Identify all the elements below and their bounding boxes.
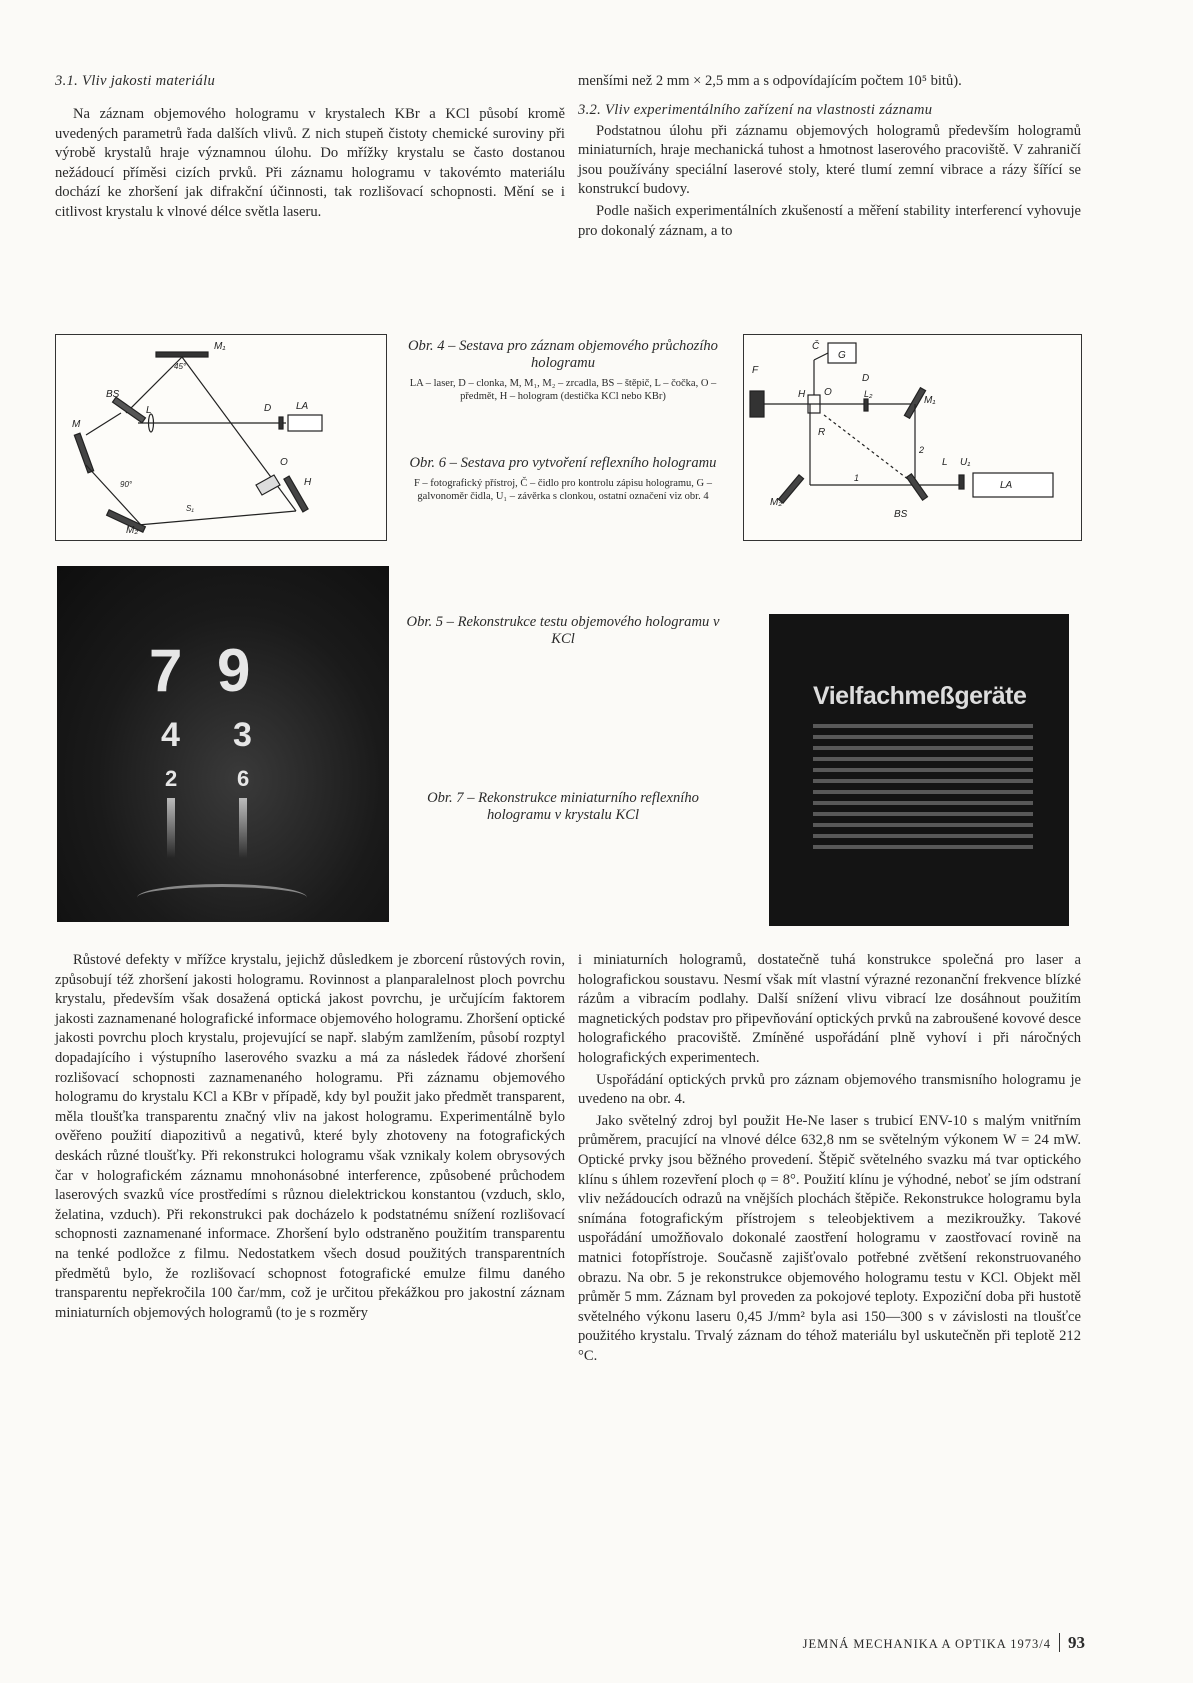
photo5-digit-6: 6 bbox=[237, 766, 250, 791]
photo5-digit-1: 7 bbox=[149, 637, 183, 704]
section-3-1-paragraph: Na záznam objemového hologramu v krystalech KBr a KCl působí kromě uvedených parametrů řada dalších vlivů. Z nich stupeň čistoty chemické suroviny při výrobě krystalů hraje významnou úlohu. Do mřížky krystalu se často dostanou nežádoucí příměsi cizích prvků. Při záznamu hologramu v takovémto materiálu dochází ke zhoršení jak difrakční účinnosti, tak rozlišovací schopnosti. Mění se i citlivost krystalu k vlnové délce světla laseru. bbox=[55, 106, 565, 220]
fig4-label-O: O bbox=[280, 457, 288, 468]
fig4-label-LA: LA bbox=[296, 401, 309, 412]
figure-6-diagram bbox=[743, 334, 1082, 541]
fig4-label-D: D bbox=[264, 403, 272, 414]
fig4-label-M: M bbox=[72, 419, 81, 430]
section-3-2-paragraph-1: Podstatnou úlohu při záznamu objemových hologramů především hologramů miniaturních, hraje mechanická tuhost a hmotnost laserového pracoviště. V zahraničí jsou používány speciální laserové stoly, které tlumí zemní vibrace a rázy šířící se konstrukcí budovy. bbox=[578, 122, 1081, 198]
figure-6-caption bbox=[398, 455, 728, 503]
figure-4-caption-legend: LA – laser, D – clonka, M, M₁, M₂ – zrcadla, BS – štěpič, L – čočka, O – předmět, H – hologram (destička KCl nebo KBr) bbox=[409, 378, 717, 402]
section-3-1 bbox=[55, 72, 565, 223]
bottom-right-paragraph-3: Jako světelný zdroj byl použit He-Ne laser s trubicí ENV-10 s malým vnitřním průměrem, pracující na vlnové délce 632,8 nm se světelným výkonem W = 24 mW. Optické prvky jsou běžného provedení. Štěpič světelného svazku má tvar optického klínu s úhlem rozevření ploch φ = 8°. Použití klínu je výhodné, neboť se jím odstraní vliv nežádoucích odrazů na vnějších plochách štěpiče. Rekonstrukce hologramu byla snímána fotografickým přístrojem s teleobjektivem a mezikroužky. Takové uspořádání umožňovalo dokonalé zaostření hologramu v zaostřovací rovině na matnici fotopřístroje. Současně zajišťovalo potřebné zvětšení rekonstruovaného obrazu. Na obr. 5 je rekonstrukce objemového hologramu testu v KCl. Objekt měl průměr 5 mm. Záznam byl proveden za pokojové teploty. Expoziční doba při hustotě světelného výkonu laseru 0,45 J/mm² byla asi 150—300 s v závislosti na tloušťce použitého krystalu. Trvalý záznam do téhož materiálu byl uskutečněn při teplotě 212 °C. bbox=[578, 1112, 1081, 1364]
photo5-streak-left bbox=[167, 798, 175, 858]
fig4-label-M2: M₂ bbox=[126, 525, 139, 536]
fig6-label-2: 2 bbox=[919, 445, 925, 455]
photo5-digit-5: 2 bbox=[165, 766, 178, 791]
fig6-label-R: R bbox=[818, 427, 826, 438]
photo5-digit-2: 9 bbox=[217, 637, 251, 704]
fig6-label-G: G bbox=[838, 350, 846, 361]
fig4-label-angle90: 90° bbox=[120, 480, 133, 489]
fig6-label-O: O bbox=[824, 387, 832, 398]
fig4-label-angle45: 45° bbox=[174, 362, 187, 371]
fig4-label-L: L bbox=[146, 405, 152, 416]
fig6-label-LA: LA bbox=[1000, 480, 1013, 491]
continuation-text: menšími než 2 mm × 2,5 mm a s odpovídajícím počtem 10⁵ bitů). bbox=[578, 73, 962, 89]
fig4-label-BS: BS bbox=[106, 389, 120, 400]
page-number: 93 bbox=[1059, 1633, 1085, 1652]
figure-4-caption-title: Obr. 4 – Sestava pro záznam objemového průchozího hologramu bbox=[408, 338, 718, 371]
fig6-label-D: D bbox=[862, 373, 870, 384]
fig6-label-F: F bbox=[752, 365, 759, 376]
bottom-right-paragraph-1: i miniaturních hologramů, dostatečně tuhá konstrukce společná pro laser a holografickou soustavu. Nesmí však mít vlastní výrazné rezonanční frekvence blízké rázům a vibracím podlahy. Další snížení vlivu vibrací lze dosáhnout použitím magnetických podstav pro připevňování optických prvků na zabroušené kovové desce holografického pracoviště. Zmíněné uspořádání plně vyhoví i při náročných holografických experimentech. bbox=[578, 952, 1081, 1066]
figure-6-svg bbox=[744, 335, 1081, 540]
section-3-2-paragraph-2: Podle našich experimentálních zkušeností a měření stability interferencí vyhovuje pro dokonalý záznam, a to bbox=[578, 202, 1081, 239]
fig4-label-M1: M₁ bbox=[214, 341, 226, 352]
fig6-label-M2: M₂ bbox=[770, 497, 783, 508]
figure-5-photo bbox=[57, 566, 389, 922]
photo5-digit-3: 4 bbox=[161, 716, 180, 754]
fig4-label-S1: S₁ bbox=[186, 504, 194, 513]
figure-4-caption bbox=[398, 338, 728, 403]
figure-4-diagram bbox=[55, 334, 387, 541]
bottom-right-column bbox=[578, 951, 1081, 1366]
section-3-2-heading: 3.2. Vliv experimentálního zařízení na vlastnosti záznamu bbox=[578, 101, 933, 118]
bottom-left-paragraph: Růstové defekty v mřížce krystalu, jejichž důsledkem je zborcení růstových rovin, způsobují též zhoršení jakosti hologramu. Rovinnost a planparalelnost ploch povrchu krystalu, především však dosažená optická jakost povrchu, je určujícím faktorem jakosti zaznamenané holografické informace objemového hologramu. Zhoršení optické jakosti povrchu ploch krystalu, projevující se např. slabým zamlžením, působí rozptyl dopadajícího i výstupního laserového svazku a má za následek řádové zhoršení rozlišovací schopnosti zaznamenaného hologramu. Při záznamu objemového hologramu do krystalu KCl a KBr v případě, kdy byl použit jako předmět transparent, měla tloušťka transparentu značný vliv na jakost hologramu. Experimentálně bylo ověřeno použití diapozitivů a negativů, které byly zhotoveny na fotografických deskách různé tloušťky. Při rekonstrukci hologramu však vznikaly kolem obrysových čar v holografickém záznamu mnohonásobné interference, způsobené průchodem laserových svazků více prostředími s různou dielektrickou konstantou (vzduch, sklo, želatina, vzduch). Při rekonstrukci pak docházelo k podstatnému snížení rozlišovací schopnosti zaznamenané informace. Zhoršení bylo odstraněno použitím transparentu na tenké podložce z filmu. Nedostatkem všech dosud použitých transparentních předmětů bylo, že rozlišovací schopnost fotografické emulze filmu daného transparentu nepřekročila 100 čar/mm, což je určitou překážkou pro jakostní záznam miniaturních objemových hologramů (to je s rozměry bbox=[55, 952, 565, 1321]
photo5-digit-4: 3 bbox=[233, 716, 252, 754]
figure-5-caption: Obr. 5 – Rekonstrukce testu objemového hologramu v KCl bbox=[406, 614, 720, 647]
figure-7-photo bbox=[769, 614, 1069, 926]
fig6-label-BS: BS bbox=[894, 509, 908, 520]
fig6-label-M1: M₁ bbox=[924, 395, 936, 406]
top-right-column bbox=[578, 72, 1081, 241]
bottom-right-paragraph-2: Uspořádání optických prvků pro záznam objemového transmisního hologramu je uvedeno na obr. 4. bbox=[578, 1071, 1081, 1108]
photo5-streak-right bbox=[239, 798, 247, 858]
figure-6-caption-legend: F – fotografický přístroj, Č – čidlo pro kontrolu zápisu hologramu, G – galvonoměr čidla, U₁ – závěrka s clonkou, ostatní označení viz obr. 4 bbox=[413, 478, 713, 502]
journal-name: JEMNÁ MECHANIKA A OPTIKA 1973/4 bbox=[802, 1637, 1051, 1651]
fig4-label-H: H bbox=[304, 477, 312, 488]
fig6-label-L: L bbox=[942, 457, 948, 468]
figure-6-caption-title: Obr. 6 – Sestava pro vytvoření reflexního hologramu bbox=[409, 455, 717, 471]
figure-4-svg bbox=[56, 335, 386, 540]
photo7-text-lines bbox=[813, 724, 1033, 854]
section-3-1-heading: 3.1. Vliv jakosti materiálu bbox=[55, 73, 216, 89]
page-footer bbox=[740, 1633, 1085, 1653]
fig6-label-1: 1 bbox=[854, 473, 860, 483]
figure-7-caption: Obr. 7 – Rekonstrukce miniaturního reflexního hologramu v krystalu KCl bbox=[427, 790, 699, 823]
fig6-label-L2: L₂ bbox=[864, 389, 873, 399]
bottom-left-column bbox=[55, 951, 565, 1323]
fig6-label-C: Č bbox=[812, 341, 820, 352]
photo7-heading-word: Vielfachmeßgeräte bbox=[813, 682, 1027, 710]
photo5-glow-arc bbox=[137, 884, 307, 911]
fig6-label-H: H bbox=[798, 389, 806, 400]
fig6-label-U1: U₁ bbox=[960, 457, 971, 468]
